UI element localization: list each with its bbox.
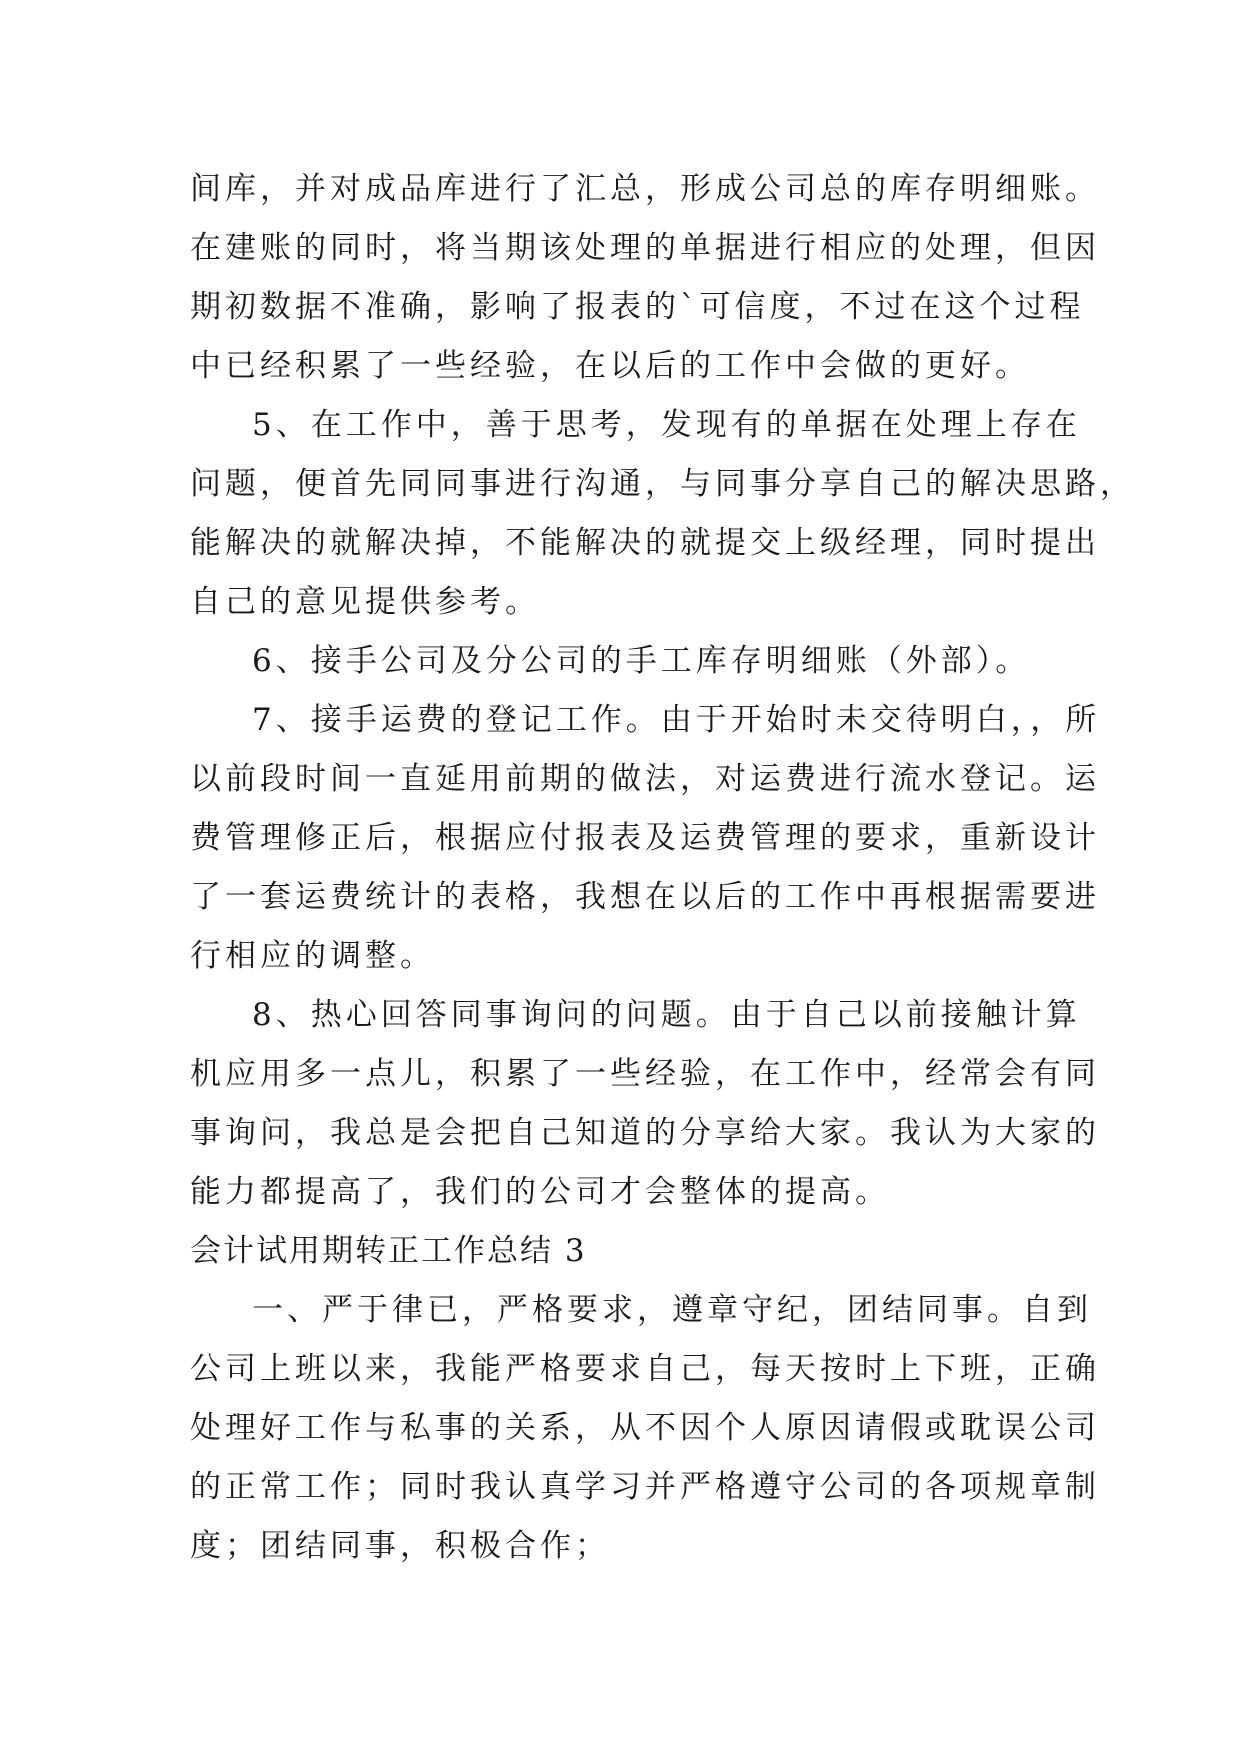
- text-line: 自己的意见提供参考。: [190, 584, 540, 620]
- text-line: 期初数据不准确，影响了报表的`可信度，不过在这个过程: [190, 289, 1085, 325]
- text-line: 以前段时间一直延用前期的做法，对运费进行流水登记。运: [190, 761, 1100, 797]
- text-line: 行相应的调整。: [190, 938, 435, 974]
- text-line: 度；团结同事，积极合作；: [190, 1528, 610, 1564]
- text-line: 了一套运费统计的表格，我想在以后的工作中再根据需要进: [190, 879, 1100, 915]
- text-line: 公司上班以来，我能严格要求自己，每天按时上下班，正确: [190, 1351, 1100, 1387]
- text-line: 问题，便首先同同事进行沟通，与同事分享自己的解决思路，: [190, 466, 1135, 502]
- paragraph-6: 6、接手公司及分公司的手工库存明细账（外部）。: [252, 643, 1031, 679]
- text-line: 在建账的同时，将当期该处理的单据进行相应的处理，但因: [190, 230, 1100, 266]
- text-line: 的正常工作；同时我认真学习并严格遵守公司的各项规章制: [190, 1469, 1100, 1505]
- text-line: 中已经积累了一些经验，在以后的工作中会做的更好。: [190, 348, 1030, 384]
- text-line: 机应用多一点儿，积累了一些经验，在工作中，经常会有同: [190, 1056, 1100, 1092]
- paragraph-8-start: 8、热心回答同事询问的问题。由于自己以前接触计算: [252, 997, 1081, 1033]
- paragraph-7-start: 7、接手运费的登记工作。由于开始时未交待明白，，所: [252, 702, 1101, 738]
- text-line: 间库，并对成品库进行了汇总，形成公司总的库存明细账。: [190, 171, 1100, 207]
- paragraph-5-start: 5、在工作中，善于思考，发现有的单据在处理上存在: [252, 407, 1081, 443]
- text-line: 事询问，我总是会把自己知道的分享给大家。我认为大家的: [190, 1115, 1100, 1151]
- text-line: 费管理修正后，根据应付报表及运费管理的要求，重新设计: [190, 820, 1100, 856]
- section-heading: 会计试用期转正工作总结 3: [190, 1233, 587, 1269]
- document-body: [190, 160, 1135, 1576]
- paragraph-1-start: 一、严于律已，严格要求，遵章守纪，团结同事。自到: [252, 1292, 1092, 1328]
- text-line: 能解决的就解决掉，不能解决的就提交上级经理，同时提出: [190, 525, 1100, 561]
- text-line: 处理好工作与私事的关系，从不因个人原因请假或耽误公司: [190, 1410, 1100, 1446]
- text-line: 能力都提高了，我们的公司才会整体的提高。: [190, 1174, 890, 1210]
